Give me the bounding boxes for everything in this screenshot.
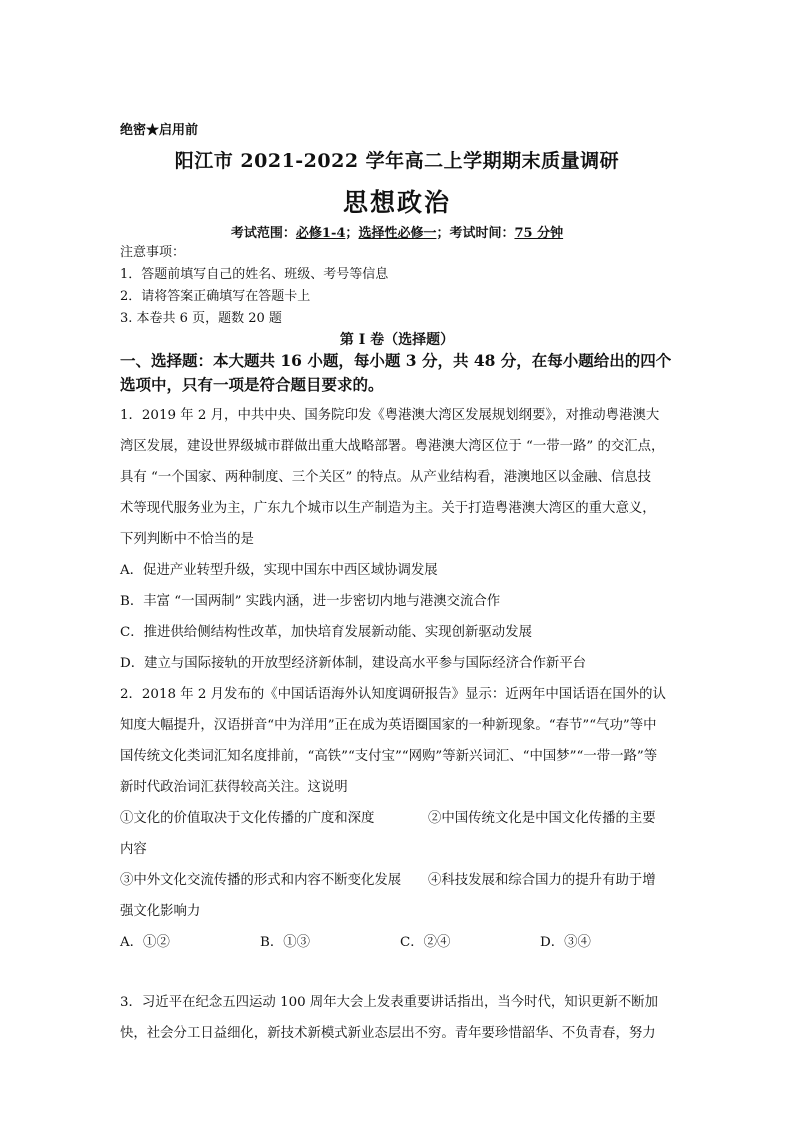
option-c: C．推进供给侧结构性改革，加快培育发展新动能、实现创新驱动发展 bbox=[120, 625, 532, 640]
choice-d: D．③④ bbox=[540, 935, 591, 950]
statement-row bbox=[120, 803, 680, 834]
question-line: 国传统文化类词汇知名度排前，“高铁”“支付宝”“网购”等新兴词汇、“中国梦”“一带一路”等 bbox=[120, 749, 658, 764]
exam-title: 阳江市 2021-2022 学年高二上学期期末质量调研 bbox=[174, 150, 620, 172]
question-line: 湾区发展，建设世界级城市群做出重大战略部署。粤港澳大湾区位于 “一带一路” 的交汇点， bbox=[120, 439, 665, 454]
time-value: 75 分钟 bbox=[514, 226, 564, 241]
question-line: 下列判断中不恰当的是 bbox=[120, 532, 254, 547]
question-line: 具有 “一个国家、两种制度、三个关区” 的特点。从产业结构看，港澳地区以金融、信息技 bbox=[120, 470, 652, 485]
part-title: 第 I 卷（选择题） bbox=[339, 332, 455, 348]
note-item: 2．请将答案正确填写在答题卡上 bbox=[120, 289, 311, 304]
note-item: 3. 本卷共 6 页，题数 20 题 bbox=[120, 311, 282, 326]
choice-b: B．①③ bbox=[260, 935, 311, 950]
option-b: B．丰富 “一国两制” 实践内涵，进一步密切内地与港澳交流合作 bbox=[120, 594, 501, 609]
section-line: 一、选择题：本大题共 16 小题，每小题 3 分，共 48 分，在每小题给出的四个 bbox=[120, 351, 672, 370]
statement-2-cont: 内容 bbox=[120, 842, 147, 857]
time-label: ；考试时间： bbox=[436, 226, 515, 241]
choice-c: C．②④ bbox=[400, 935, 451, 950]
statement-1: ①文化的价值取决于文化传播的广度和深度 bbox=[120, 811, 375, 826]
notes-heading: 注意事项： bbox=[120, 245, 186, 260]
statement-3: ③中外文化交流传播的形式和内容不断变化发展 bbox=[120, 873, 402, 888]
question-line: 1．2019 年 2 月，中共中央、国务院印发《粤港澳大湾区发展规划纲要》，对推动粤港澳大 bbox=[120, 408, 660, 423]
question-line: 新时代政治词汇获得较高关注。这说明 bbox=[120, 780, 348, 795]
scope-label: 考试范围： bbox=[230, 226, 296, 241]
option-a: A．促进产业转型升级，实现中国东中西区域协调发展 bbox=[120, 563, 438, 578]
subject-title: 思想政治 bbox=[342, 188, 451, 217]
choice-a: A．①② bbox=[120, 935, 170, 950]
note-item: 1．答题前填写自己的姓名、班级、考号等信息 bbox=[120, 267, 389, 282]
confidential-label: 绝密★启用前 bbox=[120, 123, 199, 138]
scope-separator: ； bbox=[345, 226, 359, 241]
statement-row bbox=[120, 865, 680, 896]
question-line: 知度大幅提升，汉语拼音“中为洋用”正在成为英语圈国家的一种新现象。“春节”“气功”等中 bbox=[120, 718, 657, 733]
question-line: 术等现代服务业为主，广东九个城市以生产制造为主。关于打造粤港澳大湾区的重大意义， bbox=[120, 501, 656, 516]
statement-4-cont: 强文化影响力 bbox=[120, 904, 201, 919]
question-line: 快，社会分工日益细化，新技术新模式新业态层出不穷。青年要珍惜韶华、不负青春，努力 bbox=[120, 1026, 656, 1041]
question-3 bbox=[120, 987, 680, 1049]
question-line: 2．2018 年 2 月发布的《中国话语海外认知度调研报告》显示：近两年中国话语在国外的认 bbox=[120, 687, 666, 702]
question-1 bbox=[120, 400, 680, 679]
question-line: 3．习近平在纪念五四运动 100 周年大会上发表重要讲话指出，当今时代，知识更新不断加 bbox=[120, 995, 659, 1010]
option-d: D．建立与国际接轨的开放型经济新体制，建设高水平参与国际经济合作新平台 bbox=[120, 656, 587, 671]
statement-4: ④科技发展和综合国力的提升有助于增 bbox=[428, 873, 656, 888]
section-line: 选项中，只有一项是符合题目要求的。 bbox=[120, 375, 384, 394]
section-heading bbox=[120, 349, 680, 397]
scope-value-required: 必修1-4 bbox=[295, 226, 346, 241]
answer-choices bbox=[120, 927, 680, 958]
notes bbox=[120, 242, 388, 330]
scope-value-elective: 选择性必修一 bbox=[358, 226, 437, 241]
statement-2: ②中国传统文化是中国文化传播的主要 bbox=[428, 811, 656, 826]
exam-scope bbox=[0, 222, 794, 241]
question-2 bbox=[120, 679, 680, 958]
